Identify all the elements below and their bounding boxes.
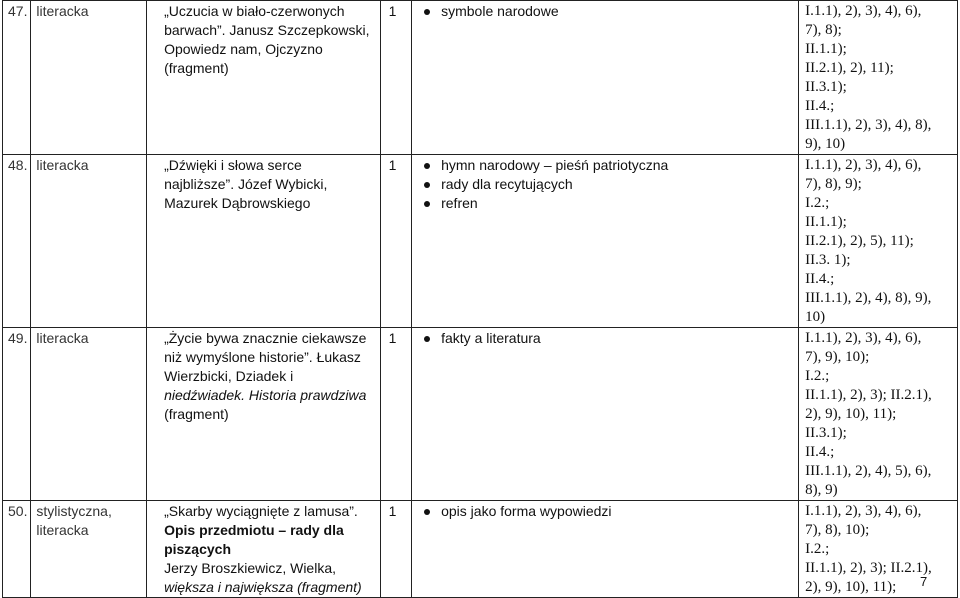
lesson-number: 47. bbox=[3, 1, 31, 155]
text-type: literacka bbox=[31, 155, 147, 328]
list-item: opis jako forma wypowiedzi bbox=[417, 502, 793, 521]
hours: 1 bbox=[380, 1, 412, 155]
literary-text: „Dźwięki i słowa serce najbliższe”. Józef Wybicki, Mazurek Dąbrowskiego bbox=[147, 155, 380, 328]
list-item: rady dla recytujących bbox=[417, 175, 793, 194]
topics bbox=[412, 328, 799, 501]
text-type: literacka bbox=[31, 1, 147, 155]
literary-text: „Skarby wyciągnięte z lamusa”. Opis przedmiotu – rady dla piszących Jerzy Broszkiewicz, Wielka, większa i największa (fragment) bbox=[147, 501, 380, 598]
lesson-number: 50. bbox=[3, 501, 31, 598]
lesson-number: 49. bbox=[3, 328, 31, 501]
topics bbox=[412, 1, 799, 155]
literary-text: „Życie bywa znacznie ciekawsze niż wymyślone historie”. Łukasz Wierzbicki, Dziadek i niedźwiadek. Historia prawdziwa (fragment) bbox=[147, 328, 380, 501]
topics bbox=[412, 501, 799, 598]
text-type: literacka bbox=[31, 328, 147, 501]
table-row bbox=[3, 501, 958, 598]
curriculum-table bbox=[2, 0, 958, 598]
requirements: I.1.1), 2), 3), 4), 6), 7), 8), 9); I.2.; II.1.1); II.2.1), 2), 5), 11); II.3. 1); II.4.; III.1.1), 2), 4), 8), 9), 10) bbox=[799, 155, 958, 328]
list-item: symbole narodowe bbox=[417, 2, 793, 21]
requirements: I.1.1), 2), 3), 4), 6), 7), 8); II.1.1); II.2.1), 2), 11); II.3.1); II.4.; III.1.1), 2), 3), 4), 8), 9), 10) bbox=[799, 1, 958, 155]
list-item: hymn narodowy – pieśń patriotyczna bbox=[417, 156, 793, 175]
list-item: refren bbox=[417, 194, 793, 213]
table-row bbox=[3, 1, 958, 155]
hours: 1 bbox=[380, 328, 412, 501]
table-row bbox=[3, 155, 958, 328]
literary-text: „Uczucia w biało-czerwonych barwach”. Janusz Szczepkowski, Opowiedz nam, Ojczyzno (fragment) bbox=[147, 1, 380, 155]
hours: 1 bbox=[380, 501, 412, 598]
requirements: I.1.1), 2), 3), 4), 6), 7), 9), 10); I.2.; II.1.1), 2), 3); II.2.1), 2), 9), 10), 11); II.3.1); II.4.; III.1.1), 2), 4), 5), 6), 8), 9) bbox=[799, 328, 958, 501]
lesson-number: 48. bbox=[3, 155, 31, 328]
requirements: I.1.1), 2), 3), 4), 6), 7), 8), 10); I.2.; II.1.1), 2), 3); II.2.1), 2), 9), 10), 11); bbox=[799, 501, 958, 598]
hours: 1 bbox=[380, 155, 412, 328]
page-number: 7 bbox=[920, 574, 928, 589]
topics bbox=[412, 155, 799, 328]
text-type: stylistyczna, literacka bbox=[31, 501, 147, 598]
table-row bbox=[3, 328, 958, 501]
list-item: fakty a literatura bbox=[417, 329, 793, 348]
